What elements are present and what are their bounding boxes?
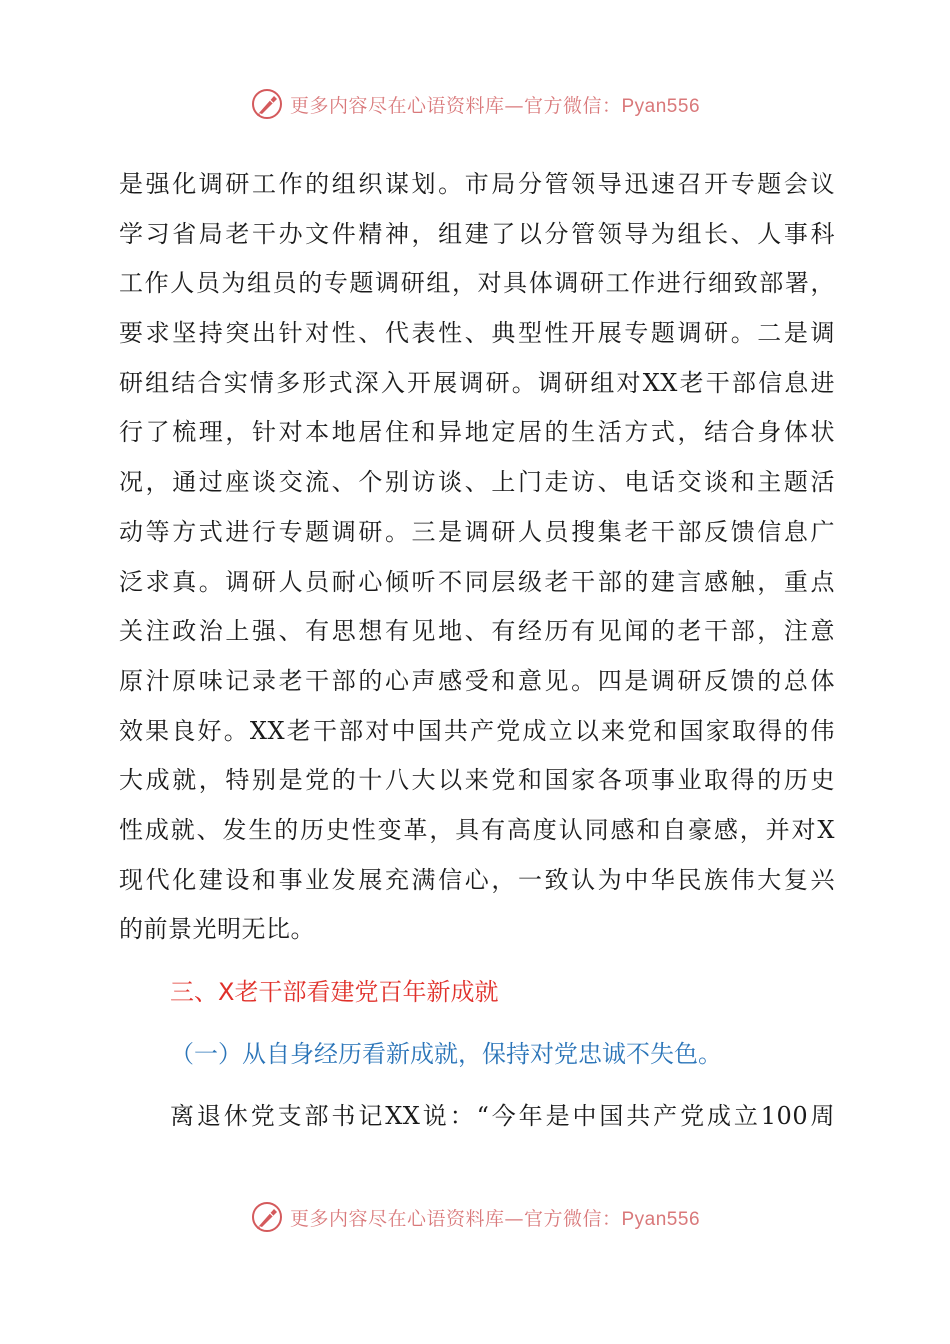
watermark-separator: — bbox=[504, 94, 524, 117]
paragraph-line: 是强化调研工作的组织谋划。市局分管领导迅速召开专题会议 bbox=[119, 170, 835, 198]
quill-pen-icon bbox=[250, 87, 284, 121]
section-heading: 三、X老干部看建党百年新成就 bbox=[170, 978, 499, 1006]
quill-pen-icon bbox=[250, 1200, 284, 1234]
paragraph-line: 行了梳理，针对本地居住和异地定居的生活方式，结合身体状 bbox=[119, 418, 835, 447]
paragraph-line: 的前景光明无比。 bbox=[119, 915, 315, 944]
watermark-text bbox=[290, 1204, 700, 1231]
watermark-text bbox=[290, 91, 700, 118]
watermark-wechat-id: Pyan556 bbox=[621, 1208, 701, 1230]
paragraph-line: 况，通过座谈交流、个别访谈、上门走访、电话交谈和主题活 bbox=[119, 468, 835, 497]
subsection-heading: （一）从自身经历看新成就，保持对党忠诚不失色。 bbox=[170, 1040, 722, 1068]
body-paragraph bbox=[119, 160, 835, 955]
paragraph-line: 效果良好。XX老干部对中国共产党成立以来党和国家取得的伟 bbox=[119, 716, 835, 745]
watermark-wechat-id: Pyan556 bbox=[621, 95, 701, 117]
paragraph-line: 泛求真。调研人员耐心倾听不同层级老干部的建言感触，重点 bbox=[119, 567, 835, 596]
paragraph-line: 学习省局老干办文件精神，组建了以分管领导为组长、人事科 bbox=[119, 219, 835, 248]
watermark-prefix: 更多内容尽在心语资料库 bbox=[289, 1207, 505, 1230]
watermark-wechat-label: 官方微信： bbox=[523, 94, 622, 117]
watermark-header bbox=[0, 84, 950, 124]
paragraph-line: 大成就，特别是党的十八大以来党和国家各项事业取得的历史 bbox=[119, 766, 835, 795]
paragraph-line: 研组结合实情多形式深入开展调研。调研组对XX老干部信息进 bbox=[119, 368, 835, 397]
paragraph-line: 关注政治上强、有思想有见地、有经历有见闻的老干部，注意 bbox=[119, 617, 835, 646]
paragraph-line: 工作人员为组员的专题调研组，对具体调研工作进行细致部署， bbox=[119, 269, 835, 298]
watermark-wechat-label: 官方微信： bbox=[523, 1207, 622, 1230]
paragraph-line: 离退休党支部书记XX说：“今年是中国共产党成立100周 bbox=[170, 1102, 835, 1130]
watermark-prefix: 更多内容尽在心语资料库 bbox=[289, 94, 505, 117]
watermark-separator: — bbox=[504, 1207, 524, 1230]
paragraph-line: 现代化建设和事业发展充满信心，一致认为中华民族伟大复兴 bbox=[119, 865, 835, 894]
paragraph-line: 要求坚持突出针对性、代表性、典型性开展专题调研。二是调 bbox=[119, 319, 835, 348]
paragraph-line: 原汁原味记录老干部的心声感受和意见。四是调研反馈的总体 bbox=[119, 666, 835, 695]
paragraph-line: 性成就、发生的历史性变革，具有高度认同感和自豪感，并对X bbox=[119, 815, 835, 844]
paragraph-line: 动等方式进行专题调研。三是调研人员搜集老干部反馈信息广 bbox=[119, 517, 835, 546]
watermark-footer bbox=[0, 1197, 950, 1237]
